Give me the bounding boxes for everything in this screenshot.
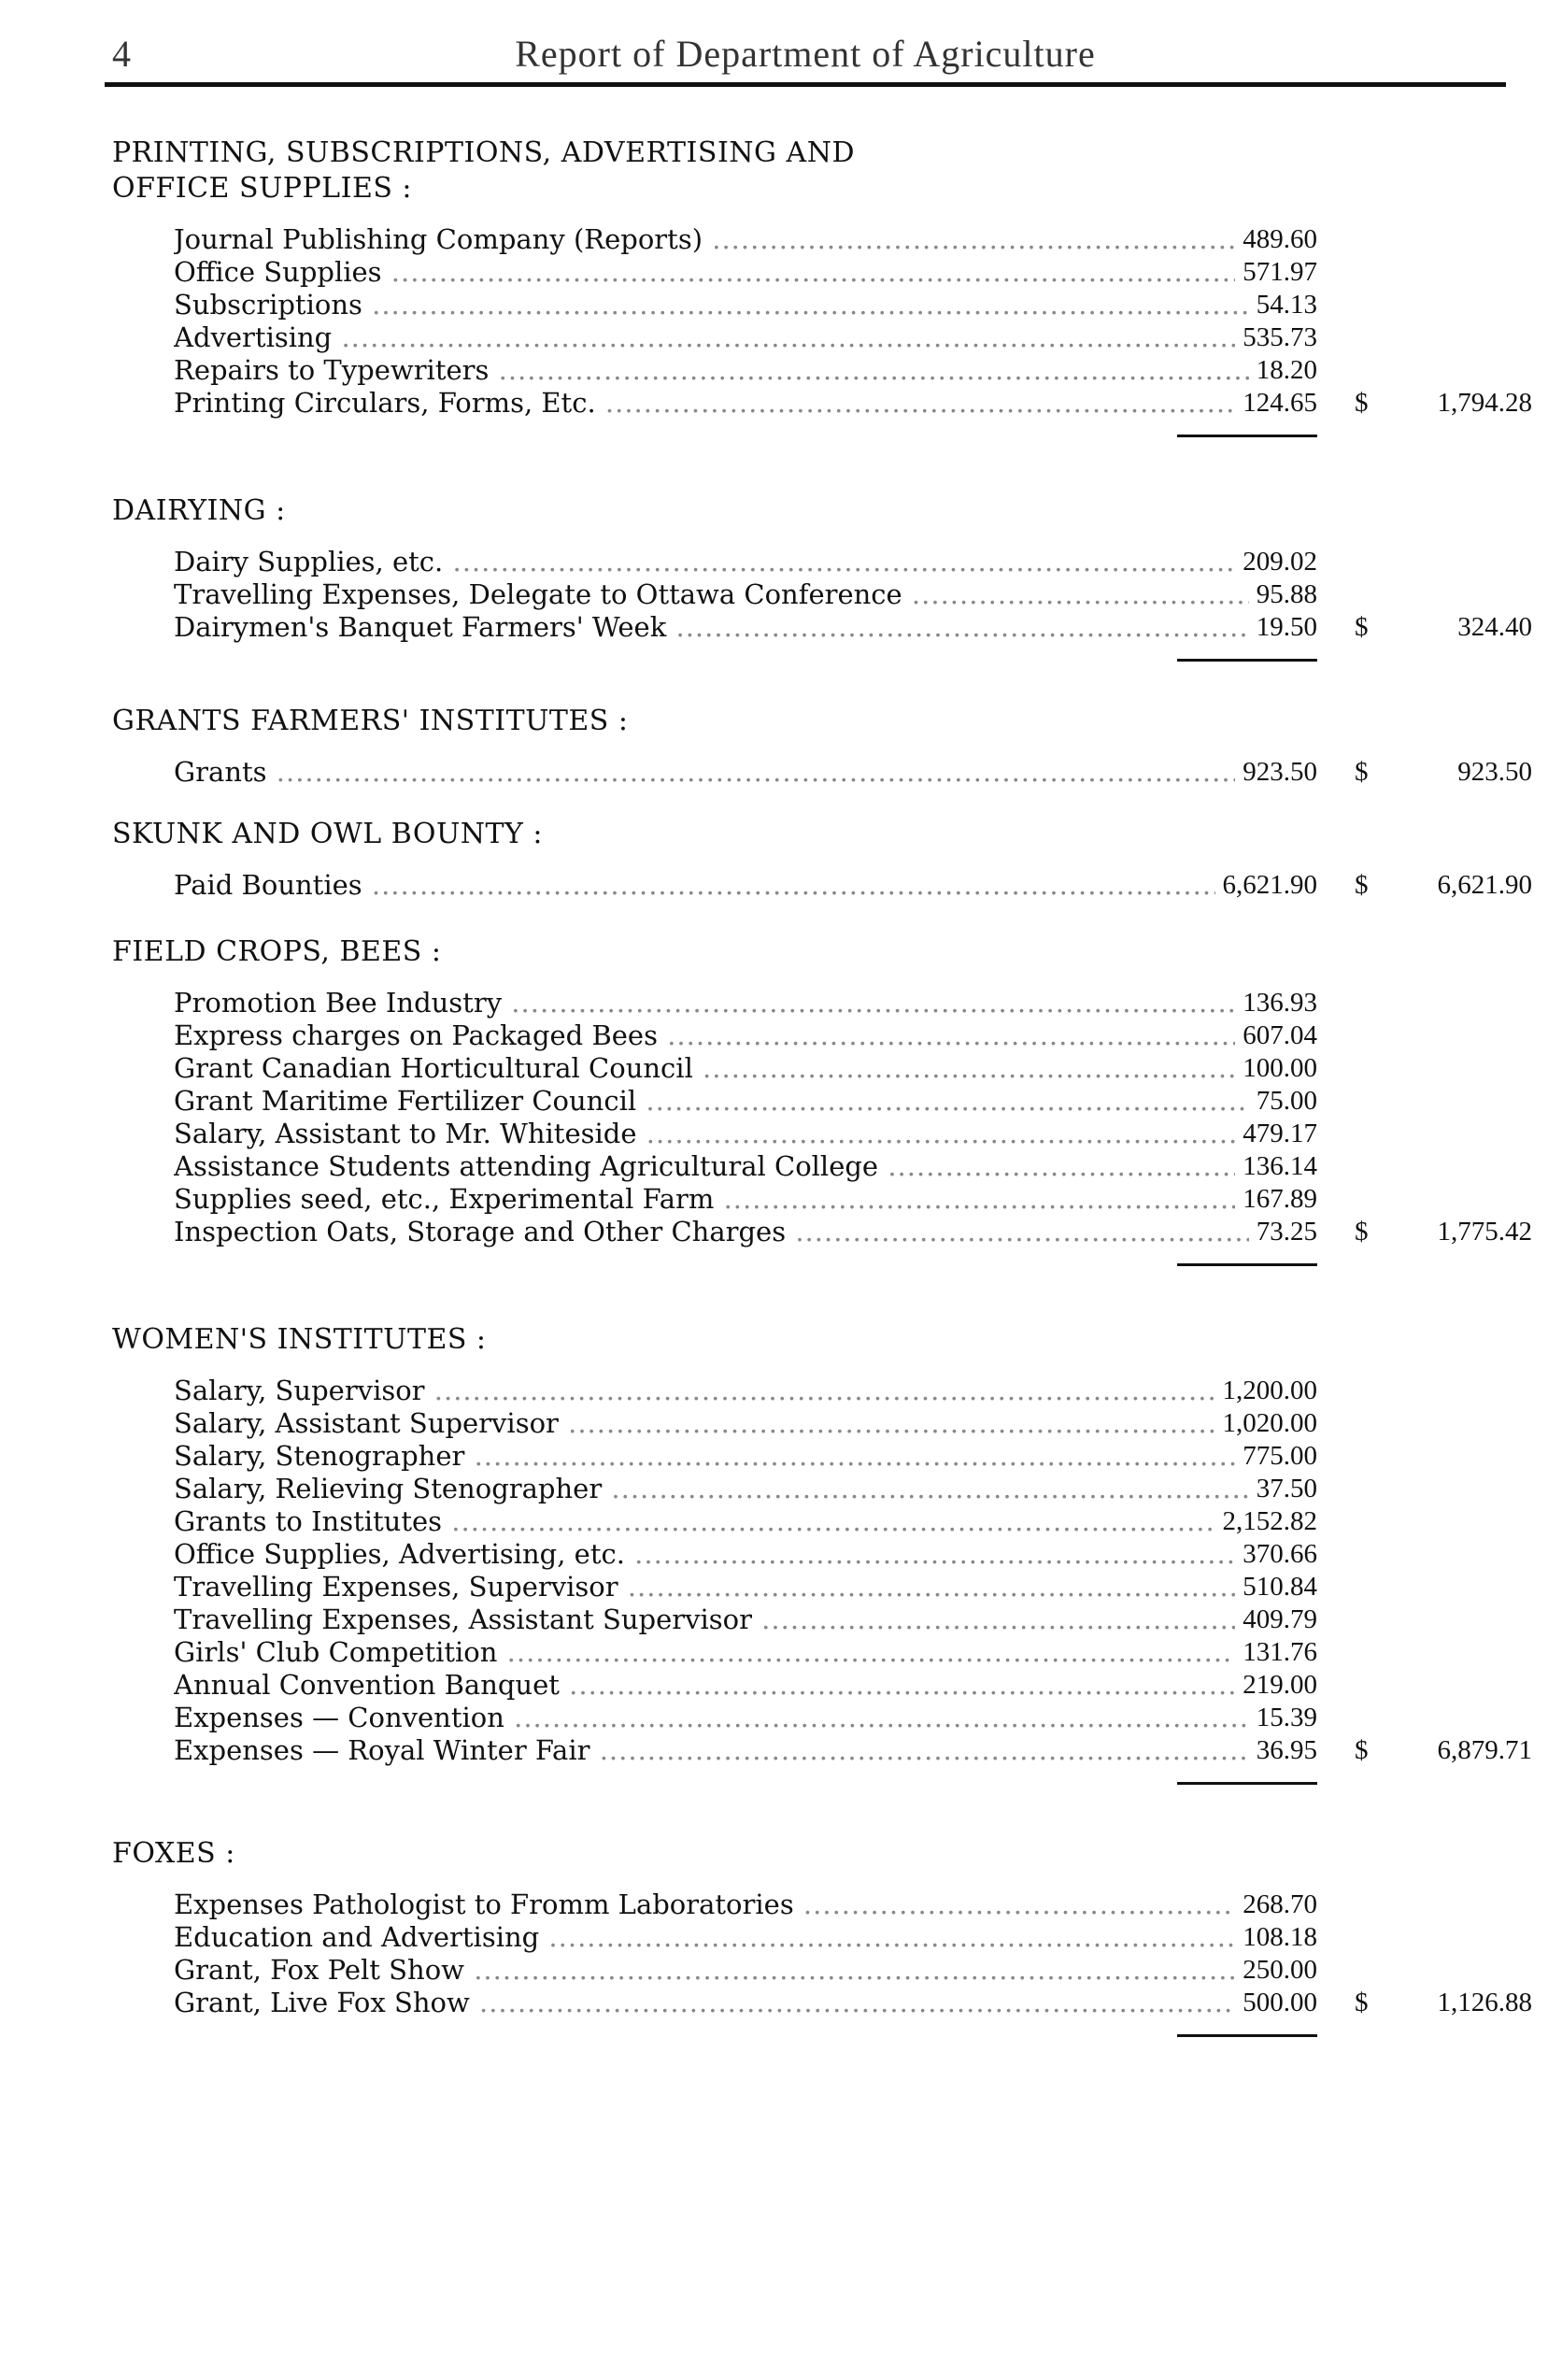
line-item-label-wrap	[174, 387, 1257, 420]
line-item-amount: 100.00	[1235, 1052, 1317, 1085]
line-item-amount: 18.20	[1249, 354, 1317, 387]
line-item-amount: 409.79	[1235, 1603, 1317, 1636]
line-item	[112, 1636, 1532, 1669]
line-item	[112, 1118, 1532, 1150]
line-item-amount: 510.84	[1235, 1571, 1317, 1603]
line-item	[112, 289, 1532, 321]
section-total: 6,621.90	[1437, 870, 1532, 900]
line-item	[112, 1183, 1532, 1216]
line-item-label: Grant Maritime Fertilizer Council	[174, 1085, 637, 1117]
section-title: FOXES :	[112, 1837, 235, 1870]
line-item-amount: 2,152.82	[1215, 1505, 1318, 1538]
line-item-label-wrap	[174, 1921, 1257, 1954]
page-number: 4	[112, 33, 132, 75]
line-item-label-wrap	[174, 223, 1257, 256]
line-item-label: Travelling Expenses, Assistant Supervisor	[174, 1603, 752, 1635]
section-total: 6,879.71	[1437, 1735, 1532, 1765]
line-item-amount: 607.04	[1235, 1019, 1317, 1052]
line-item-label-wrap	[174, 1118, 1257, 1150]
line-item-amount: 54.13	[1249, 289, 1317, 321]
line-item-label-wrap	[174, 1440, 1257, 1473]
line-item-amount: 571.97	[1235, 256, 1317, 289]
line-item	[112, 756, 1532, 789]
line-item-label: Dairy Supplies, etc.	[174, 546, 444, 577]
line-item-label: Dairymen's Banquet Farmers' Week	[174, 611, 667, 643]
section	[112, 704, 1532, 789]
line-item-label: Annual Convention Banquet	[174, 1669, 560, 1701]
line-item-label-wrap	[174, 1702, 1257, 1734]
line-item-amount: 136.14	[1235, 1150, 1317, 1183]
line-item-label: Education and Advertising	[174, 1921, 540, 1953]
line-item	[112, 1473, 1532, 1505]
line-item	[112, 387, 1532, 420]
section-total: 923.50	[1457, 757, 1532, 787]
section-total: 1,794.28	[1437, 388, 1532, 418]
line-item-label-wrap	[174, 1987, 1257, 2019]
line-item	[112, 1987, 1532, 2019]
line-item-label-wrap	[174, 354, 1257, 387]
line-item	[112, 1734, 1532, 1767]
line-item-label-wrap	[174, 1538, 1257, 1571]
section-total: 324.40	[1457, 612, 1532, 642]
line-item-label: Expenses — Royal Winter Fair	[174, 1734, 590, 1766]
line-item-amount: 489.60	[1235, 223, 1317, 256]
section	[112, 1836, 1532, 2037]
line-item-label: Salary, Stenographer	[174, 1440, 465, 1472]
page-title: Report of Department of Agriculture	[515, 33, 1096, 75]
line-item	[112, 1669, 1532, 1702]
line-item	[112, 256, 1532, 289]
line-item-label-wrap	[174, 987, 1257, 1019]
section-title: PRINTING, SUBSCRIPTIONS, ADVERTISING AND OFFICE SUPPLIES :	[112, 136, 856, 205]
line-item-label: Journal Publishing Company (Reports)	[174, 223, 703, 255]
line-item	[112, 1538, 1532, 1571]
line-item	[112, 1921, 1532, 1954]
line-item-label: Paid Bounties	[174, 869, 362, 901]
line-item-label: Grant Canadian Horticultural Council	[174, 1052, 693, 1084]
section-title: WOMEN'S INSTITUTES :	[112, 1323, 487, 1356]
line-item-amount: 1,200.00	[1215, 1375, 1318, 1407]
line-item-label-wrap	[174, 1407, 1257, 1440]
line-item-amount: 95.88	[1249, 578, 1317, 611]
line-item-amount: 136.93	[1235, 987, 1317, 1019]
line-item	[112, 1019, 1532, 1052]
line-item-amount: 37.50	[1249, 1473, 1317, 1505]
line-item-label-wrap	[174, 1052, 1257, 1085]
line-item-amount: 479.17	[1235, 1118, 1317, 1150]
section	[112, 1322, 1532, 1785]
line-item-label-wrap	[174, 869, 1257, 902]
dollar-sign: $	[1355, 757, 1369, 787]
line-item-label-wrap	[174, 1019, 1257, 1052]
line-item-label-wrap	[174, 611, 1257, 644]
line-item-label-wrap	[174, 1216, 1257, 1248]
dollar-sign: $	[1355, 1735, 1369, 1765]
line-item-label: Express charges on Packaged Bees	[174, 1019, 658, 1051]
line-item-label-wrap	[174, 1954, 1257, 1987]
line-item-amount: 108.18	[1235, 1921, 1317, 1954]
line-item-amount: 15.39	[1249, 1702, 1317, 1734]
total-underline	[1177, 2034, 1317, 2037]
line-item	[112, 1888, 1532, 1921]
line-item-label: Salary, Supervisor	[174, 1375, 425, 1406]
line-item-label: Grants	[174, 756, 267, 788]
line-item-label: Expenses — Convention	[174, 1702, 504, 1733]
line-item	[112, 869, 1532, 902]
line-item-amount: 775.00	[1235, 1440, 1317, 1473]
line-item-label: Printing Circulars, Forms, Etc.	[174, 387, 596, 419]
line-item-label: Grants to Institutes	[174, 1505, 443, 1537]
section-title: GRANTS FARMERS' INSTITUTES :	[112, 705, 629, 737]
section	[112, 493, 1532, 662]
line-item-label: Girls' Club Competition	[174, 1636, 498, 1668]
line-item	[112, 1505, 1532, 1538]
page-header	[105, 26, 1506, 82]
line-item-amount: 36.95	[1249, 1734, 1317, 1767]
line-item-label: Office Supplies	[174, 256, 382, 288]
dollar-sign: $	[1355, 388, 1369, 418]
line-item-label: Inspection Oats, Storage and Other Charges	[174, 1216, 787, 1247]
line-item-label-wrap	[174, 1603, 1257, 1636]
line-item	[112, 1375, 1532, 1407]
section-title: DAIRYING :	[112, 494, 286, 527]
line-item	[112, 321, 1532, 354]
line-item	[112, 1052, 1532, 1085]
line-item	[112, 546, 1532, 578]
line-item	[112, 578, 1532, 611]
line-item-amount: 167.89	[1235, 1183, 1317, 1216]
section	[112, 817, 1532, 902]
line-item-label: Salary, Assistant Supervisor	[174, 1407, 559, 1439]
line-item-label-wrap	[174, 1375, 1257, 1407]
dollar-sign: $	[1355, 870, 1369, 900]
line-item-label: Repairs to Typewriters	[174, 354, 490, 386]
line-item-label-wrap	[174, 321, 1257, 354]
line-item-label-wrap	[174, 1505, 1257, 1538]
line-item-label: Advertising	[174, 321, 333, 353]
line-item-label-wrap	[174, 1571, 1257, 1603]
line-item-label: Supplies seed, etc., Experimental Farm	[174, 1183, 715, 1215]
line-item-label-wrap	[174, 1669, 1257, 1702]
line-item-label-wrap	[174, 1636, 1257, 1669]
line-item-label-wrap	[174, 1085, 1257, 1118]
line-item-label-wrap	[174, 1888, 1257, 1921]
section	[112, 934, 1532, 1266]
section-total: 1,126.88	[1437, 1988, 1532, 2017]
line-item	[112, 1603, 1532, 1636]
line-item-amount: 73.25	[1249, 1216, 1317, 1248]
total-underline	[1177, 435, 1317, 437]
line-item-amount: 1,020.00	[1215, 1407, 1318, 1440]
line-item-label-wrap	[174, 1150, 1257, 1183]
line-item	[112, 223, 1532, 256]
line-item-label-wrap	[174, 546, 1257, 578]
line-item	[112, 354, 1532, 387]
line-item-amount: 500.00	[1235, 1987, 1317, 2019]
line-item-label: Travelling Expenses, Supervisor	[174, 1571, 618, 1603]
line-item-amount: 75.00	[1249, 1085, 1317, 1118]
line-item	[112, 1571, 1532, 1603]
line-item-label: Salary, Assistant to Mr. Whiteside	[174, 1118, 637, 1149]
line-item-label: Expenses Pathologist to Fromm Laboratories	[174, 1888, 794, 1920]
line-item-label-wrap	[174, 756, 1257, 789]
expense-report	[112, 135, 1532, 2037]
line-item-label-wrap	[174, 578, 1257, 611]
line-item	[112, 1085, 1532, 1118]
line-item-amount: 268.70	[1235, 1888, 1317, 1921]
section	[112, 135, 1532, 437]
total-underline	[1177, 1263, 1317, 1266]
line-item-amount: 370.66	[1235, 1538, 1317, 1571]
line-item-label: Subscriptions	[174, 289, 362, 321]
total-underline	[1177, 659, 1317, 662]
line-item	[112, 611, 1532, 644]
line-item-amount: 535.73	[1235, 321, 1317, 354]
line-item-label: Assistance Students attending Agricultural College	[174, 1150, 879, 1182]
line-item-amount: 209.02	[1235, 546, 1317, 578]
line-item-amount: 219.00	[1235, 1669, 1317, 1702]
line-item-amount: 6,621.90	[1215, 869, 1318, 902]
header-rule	[105, 82, 1506, 87]
line-item	[112, 987, 1532, 1019]
line-item-amount: 124.65	[1235, 387, 1317, 420]
line-item-label: Grant, Fox Pelt Show	[174, 1954, 464, 1986]
line-item-label: Promotion Bee Industry	[174, 987, 503, 1019]
line-item-amount: 250.00	[1235, 1954, 1317, 1987]
line-item	[112, 1954, 1532, 1987]
line-item-amount: 19.50	[1249, 611, 1317, 644]
dollar-sign: $	[1355, 1217, 1369, 1247]
line-item-label: Salary, Relieving Stenographer	[174, 1473, 603, 1504]
section-total: 1,775.42	[1437, 1217, 1532, 1247]
section-title: FIELD CROPS, BEES :	[112, 935, 442, 968]
line-item-label-wrap	[174, 256, 1257, 289]
line-item	[112, 1150, 1532, 1183]
line-item-label-wrap	[174, 1473, 1257, 1505]
line-item-label-wrap	[174, 289, 1257, 321]
total-underline	[1177, 1782, 1317, 1785]
line-item	[112, 1216, 1532, 1248]
line-item-label: Office Supplies, Advertising, etc.	[174, 1538, 625, 1570]
line-item	[112, 1440, 1532, 1473]
line-item	[112, 1702, 1532, 1734]
dollar-sign: $	[1355, 612, 1369, 642]
line-item-label: Travelling Expenses, Delegate to Ottawa Conference	[174, 578, 902, 610]
dollar-sign: $	[1355, 1988, 1369, 2017]
line-item	[112, 1407, 1532, 1440]
line-item-amount: 923.50	[1235, 756, 1317, 789]
section-title: SKUNK AND OWL BOUNTY :	[112, 818, 543, 850]
line-item-amount: 131.76	[1235, 1636, 1317, 1669]
line-item-label-wrap	[174, 1734, 1257, 1767]
line-item-label: Grant, Live Fox Show	[174, 1987, 470, 2018]
line-item-label-wrap	[174, 1183, 1257, 1216]
